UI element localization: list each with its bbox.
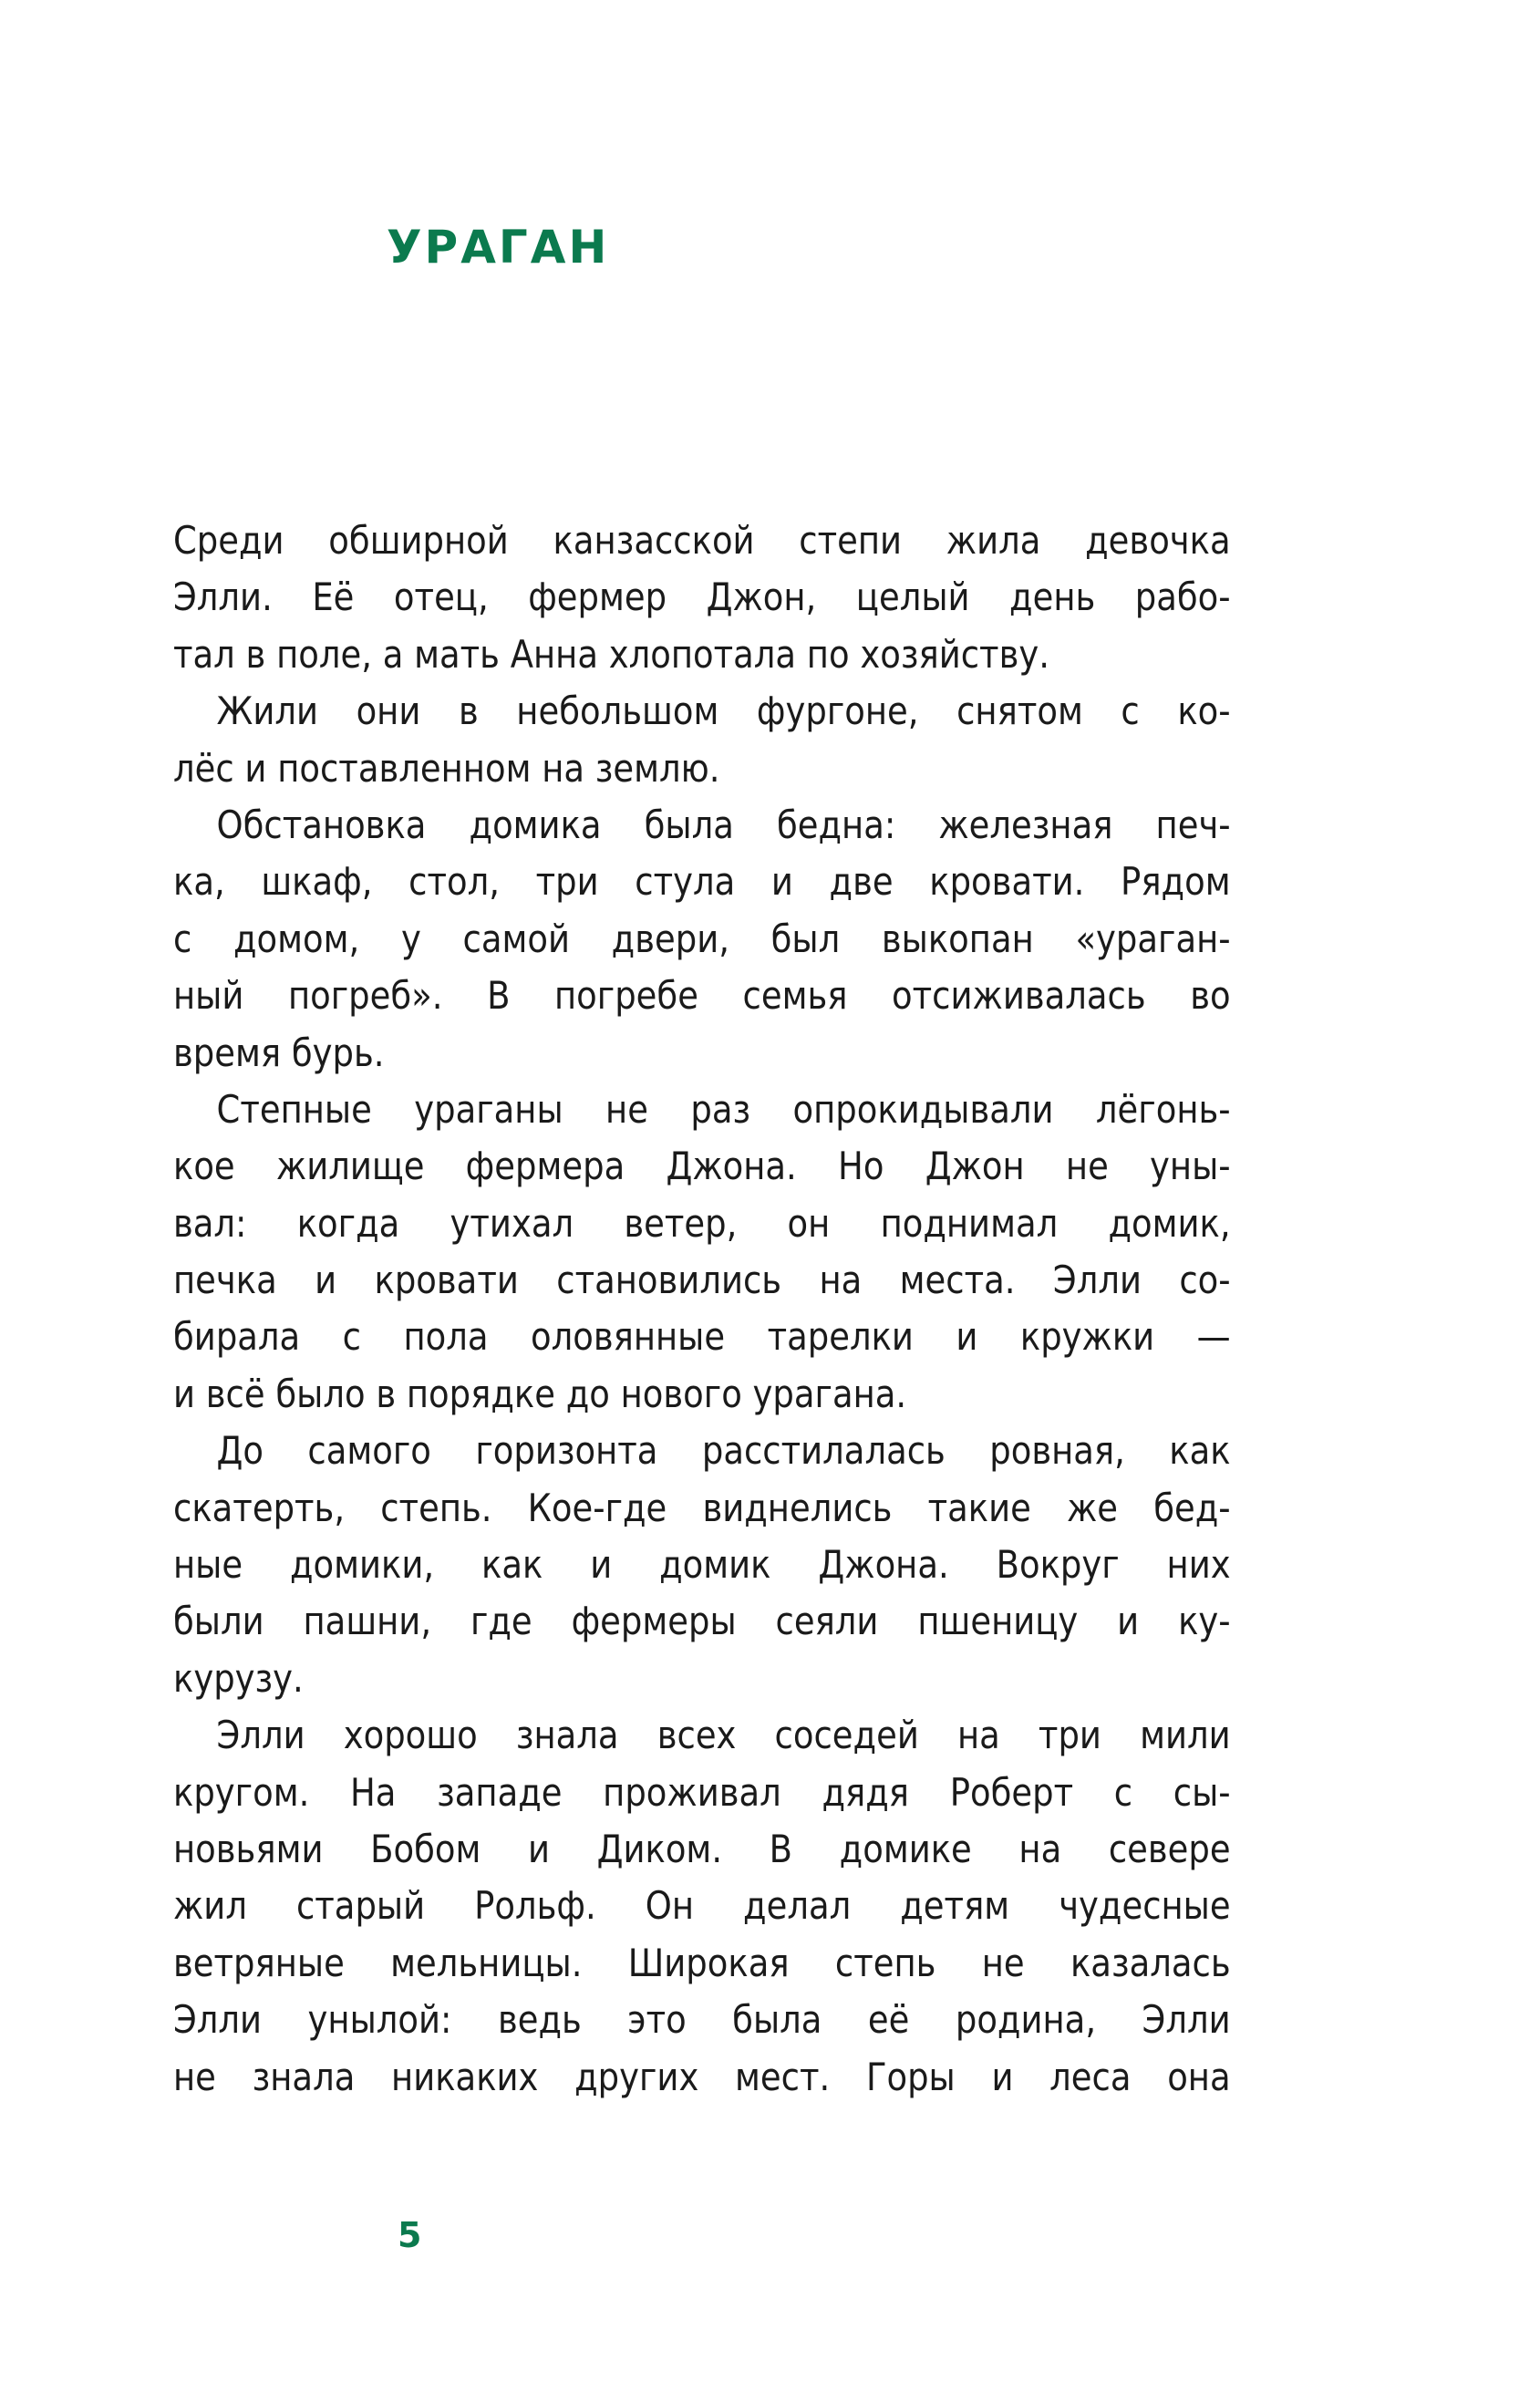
text-line: До самого горизонта расстилалась ровная, как [216, 1428, 1231, 1474]
text-line: лёс и поставленном на землю. [173, 745, 720, 791]
text-line: ные домики, как и домик Джона. Вокруг них [173, 1542, 1231, 1588]
text-line: время бурь. [173, 1030, 385, 1075]
text-line: вал: когда утихал ветер, он поднимал домик, [173, 1200, 1231, 1246]
text-line: ный погреб». В погребе семья отсиживалась во [173, 973, 1231, 1019]
text-line: тал в поле, а мать Анна хлопотала по хозяйству. [173, 631, 1049, 677]
text-line: скатерть, степь. Кое-где виднелись такие же бед- [173, 1485, 1231, 1530]
text-line: были пашни, где фермеры сеяли пшеницу и ку- [173, 1599, 1231, 1644]
text-line: печка и кровати становились на места. Элли со- [173, 1258, 1231, 1303]
body-text [173, 513, 1231, 2106]
text-line: кое жилище фермера Джона. Но Джон не уны- [173, 1144, 1231, 1189]
text-line: с домом, у самой двери, был выкопан «ураган- [173, 916, 1231, 961]
text-line: Жили они в небольшом фургоне, снятом с ко- [216, 689, 1231, 734]
text-line: Обстановка домика была бедна: железная печ- [216, 802, 1231, 847]
text-line: жил старый Рольф. Он делал детям чудесные [173, 1883, 1231, 1929]
chapter-title: УРАГАН [387, 221, 610, 274]
text-line: Элли хорошо знала всех соседей на три мили [216, 1713, 1231, 1758]
text-line: не знала никаких других мест. Горы и леса она [173, 2054, 1231, 2099]
text-line: и всё было в порядке до нового урагана. [173, 1371, 907, 1416]
text-line: Среди обширной канзасской степи жила девочка [173, 518, 1231, 563]
text-line: Степные ураганы не раз опрокидывали лёгонь- [216, 1086, 1231, 1132]
text-line: курузу. [173, 1655, 304, 1701]
page-number: 5 [398, 2215, 422, 2255]
text-line: ка, шкаф, стол, три стула и две кровати. Рядом [173, 859, 1231, 905]
text-line: новьями Бобом и Диком. В домике на севере [173, 1826, 1231, 1871]
text-line: кругом. На западе проживал дядя Роберт с сы- [173, 1769, 1231, 1815]
text-line: Элли унылой: ведь это была её родина, Элли [173, 1997, 1231, 2043]
text-line: Элли. Её отец, фермер Джон, целый день рабо- [173, 575, 1231, 620]
text-line: ветряные мельницы. Широкая степь не казалась [173, 1940, 1231, 1985]
text-line: бирала с пола оловянные тарелки и кружки — [173, 1314, 1231, 1360]
